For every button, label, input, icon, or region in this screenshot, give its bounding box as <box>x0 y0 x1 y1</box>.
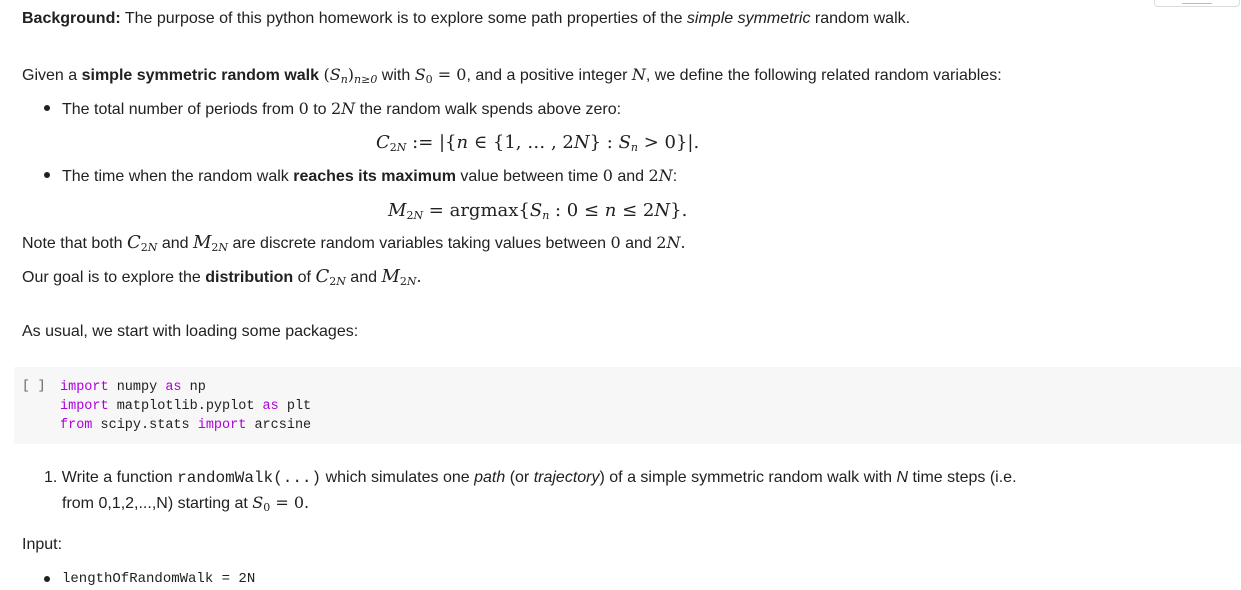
goal-paragraph: Our goal is to explore the distribution of $C_{2N}$ and $M_{2N}$. <box>22 266 422 288</box>
run-cell-button[interactable]: [ ] <box>22 378 46 393</box>
intro-paragraph: Given a simple symmetric random walk $(S_n)_{n\ge 0}$ with $S_0 = 0$, and a positive integer N, we define the following related random variables: <box>22 65 1002 86</box>
background-paragraph: Background: The purpose of this python homework is to explore some path properties of the simple symmetric random walk. <box>22 10 911 27</box>
note-paragraph: Note that both $C_{2N}$ and $M_{2N}$ are discrete random variables taking values between 0 and 2N. <box>22 232 686 254</box>
input-label: Input: <box>22 536 63 553</box>
bullet-dot <box>44 576 50 582</box>
math-s0: S <box>414 65 426 84</box>
equation-m2n: $M_{2N} = argmax\{S_n$ : 0 ≤ n ≤ 2N}. <box>388 200 688 222</box>
bullet-2-text: The time when the random walk reaches its maximum value between time 0 and 2N: <box>62 166 678 185</box>
math-walk: $(S_n)_{n\ge 0}$ <box>323 65 378 86</box>
task-1-text: 1. Write a function randomWalk(...) which simulates one path (or trajectory) of a simple symmetric random walk with N time steps (i.e. <box>44 469 1017 487</box>
equation-c2n: $C_{2N}$ := |{n ∈ {1, … , 2N} : $S_n > 0\}|$. <box>376 132 700 154</box>
bullet-1-text: The total number of periods from 0 to 2N the random walk spends above zero: <box>62 99 622 118</box>
bullet-dot <box>44 172 50 178</box>
task-1-text-line2: from 0,1,2,...,N) starting at $S_0 = 0$. <box>62 493 310 514</box>
math-n: N <box>631 65 646 84</box>
code-cell[interactable] <box>14 367 1241 444</box>
input-item: lengthOfRandomWalk = 2N <box>62 571 256 587</box>
bullet-dot <box>44 105 50 111</box>
code-editor[interactable]: import numpy as np import matplotlib.pyplot as plt from scipy.stats import arcsine <box>60 380 312 433</box>
background-label: Background: <box>22 10 121 27</box>
usual-paragraph: As usual, we start with loading some packages: <box>22 323 359 340</box>
cell-toolbar-tab[interactable] <box>1154 0 1240 7</box>
